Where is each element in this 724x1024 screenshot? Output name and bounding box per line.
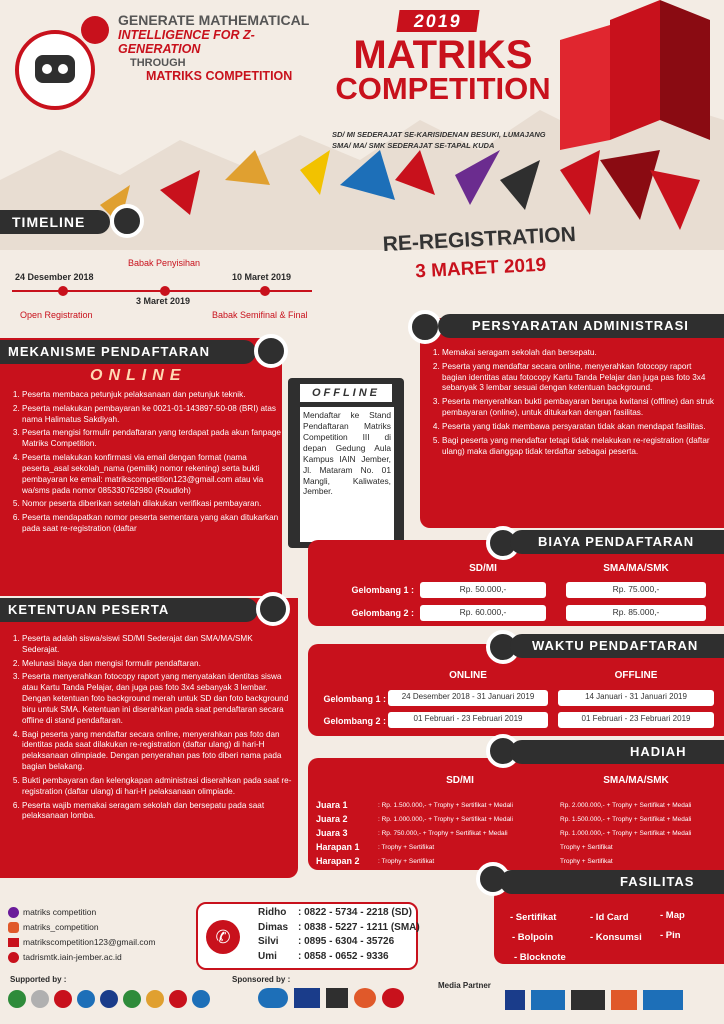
waktu-col-1: ONLINE (449, 670, 487, 681)
subtitle: SD/ MI SEDERAJAT SE-KARISIDENAN BESUKI, LUMAJANG SMA/ MA/ SMK SEDERAJAT SE-TAPAL KUDA (332, 130, 546, 150)
mekanisme-title: MEKANISME PENDAFTARAN (0, 340, 256, 364)
main-title: MATRIKS COMPETITION (335, 33, 551, 106)
persyaratan-title: PERSYARATAN ADMINISTRASI (438, 314, 724, 338)
online-label: ONLINE (90, 367, 187, 384)
biaya-v21: Rp. 60.000,- (420, 605, 546, 621)
supported-logos (8, 990, 220, 1014)
fasilitas-title: FASILITAS (500, 870, 724, 894)
waktu-v11: 24 Desember 2018 - 31 Januari 2019 (388, 690, 548, 706)
hadiah-col-2: SMA/MA/SMK (603, 775, 669, 786)
timeline-title: TIMELINE (0, 210, 110, 234)
email-link[interactable]: matrikscompetition123@gmail.com (8, 935, 155, 950)
timeline-date-3: 10 Maret 2019 (232, 272, 292, 282)
mail-icon (8, 938, 19, 947)
biaya-row-2: Gelombang 2 : (351, 608, 414, 618)
hadiah-title: HADIAH (510, 740, 724, 764)
ketentuan-title: KETENTUAN PESERTA (0, 598, 258, 622)
biaya-row-1: Gelombang 1 : (351, 585, 414, 595)
timeline-date-1: 24 Desember 2018 (15, 272, 94, 282)
tagline-1: GENERATE MATHEMATICAL (118, 12, 310, 28)
year-badge: 2019 (396, 10, 479, 32)
timeline-date-4: 3 Maret 2019 (136, 296, 191, 306)
social-list (8, 905, 155, 965)
biaya-title: BIAYA PENDAFTARAN (510, 530, 724, 554)
instagram-icon (8, 922, 19, 933)
supported-label: Supported by : (10, 975, 67, 984)
waktu-v12: 14 Januari - 31 Januari 2019 (558, 690, 714, 706)
timeline-date-5: Open Registration (20, 310, 93, 320)
tagline-4: MATRIKS COMPETITION (146, 69, 293, 84)
timeline-dot (110, 204, 144, 238)
sponsored-logos (258, 988, 428, 1014)
timeline-date-6: Babak Semifinal & Final (212, 310, 308, 320)
mekanisme-list: 1. Peserta membaca petunjuk pelaksanaan dan petunjuk teknik. 2. Peserta melakukan pembayaran ke 0021-01-143897-50-08 (BRI) atas nama Halimatus Sakdiyah. 3. Peserta mengisi formulir pendaftaran yang terdapat pada akun fanpage Matriks Competition. 4. Peserta melakukan konfirmasi via email dengan format (nama peserta_asal sekolah_nama (pemilik) nomor rekening) serta bukti pembayaran ke email: matrikscompetition123@gmail.com atau via wa/sms pada nomor 085330762980 (Roudloh) 5. Nomor peserta diberikan setelah dilakukan verifikasi pembayaran. 6. Peserta mendapatkan nomor peserta sementara yang akan ditukarkan pada saat re-registration (daftar (6, 390, 282, 538)
website-link[interactable]: tadrismtk.iain-jember.ac.id (8, 950, 155, 965)
biaya-col-1: SD/MI (469, 563, 497, 574)
waktu-v21: 01 Februari - 23 Februari 2019 (388, 712, 548, 728)
waktu-row-1: Gelombang 1 : (323, 694, 386, 704)
biaya-v11: Rp. 50.000,- (420, 582, 546, 598)
facebook-icon (8, 907, 19, 918)
biaya-v22: Rp. 85.000,- (566, 605, 706, 621)
tagline-3: THROUGH (130, 56, 186, 69)
biaya-col-2: SMA/MA/SMK (603, 563, 669, 574)
phone-icon: ✆ (206, 920, 240, 954)
facebook-link[interactable]: matriks competition (8, 905, 155, 920)
hadiah-col-1: SD/MI (446, 775, 474, 786)
ketentuan-list: 1. Peserta adalah siswa/siswi SD/MI Sederajat dan SMA/MA/SMK Sederajat. 2. Melunasi biaya dan mengisi formulir pendaftaran. 3. Peserta menyerahkan fotocopy raport yang menyatakan identitas siswa atau Kartu Tanda Pelajar, dan juga pas foto 3x4 sebanyak 3 lembar. Dengan ketentuan foto background merah untuk SD dan foto background biru untuk SMA. Ketentuan ini diserahkan pada saat pendaftaran secara offline di stand pendaftaran. 4. Bagi peserta yang mendaftar secara online, menyerahkan pas foto dan identitas pada saat dilakukan re-registration (daftar ulang) di hari-H pelaksanaan olimpiade. Dengan penyerahan pas foto diberi nama pada bagian belakang. 5. Bukti pembayaran dan kelengkapan administrasi diserahkan pada saat re-registration (daftar ulang) di hari-H pelaksanaan olimpiade. 6. Peserta wajib memakai seragam sekolah dan bersepatu pada saat pelaksanaan lomba. (6, 634, 292, 825)
offline-text: Mendaftar ke Stand Pendaftaran Matriks Competition III di depan Gedung Aula Kampus IAIN Jember, Jl. Mataram No. 01 Mangli, Kaliwates, Jember. (300, 407, 394, 542)
biaya-v12: Rp. 75.000,- (566, 582, 706, 598)
waktu-v22: 01 Februari - 23 Februari 2019 (558, 712, 714, 728)
waktu-col-2: OFFLINE (614, 670, 658, 681)
media-partner-label: Media Partner (438, 981, 491, 990)
waktu-title: WAKTU PENDAFTARAN (510, 634, 724, 658)
offline-title: OFFLINE (300, 384, 392, 402)
reregistration: RE-REGISTRATION 3 MARET 2019 (382, 222, 577, 283)
tagline-2: INTELLIGENCE FOR Z-GENERATION (118, 28, 255, 57)
timeline-date-2: Babak Penyisihan (128, 258, 201, 268)
globe-icon (8, 952, 19, 963)
instagram-link[interactable]: matriks_competition (8, 920, 155, 935)
media-logos (505, 990, 720, 1018)
persyaratan-list: 1. Memakai seragam sekolah dan bersepatu. 2. Peserta yang mendaftar secara online, menyerahkan fotocopy raport bagian identitas atau fotocopy Kartu Tanda Pelajar dan juga pas foto 3x4 sebanyak 3 lembar sesuai dengan ketentuan background. 3. Peserta menyerahkan bukti pembayaran berupa kwitansi (offline) dan struk pembayaran (online), untuk ditukarkan dengan fasilitas. 4. Peserta yang tidak membawa persyaratan tidak akan mendapat fasilitas. 5. Bagi peserta yang mendaftar tetapi tidak melakukan re-registration (daftar ulang) maka dianggap tidak terdaftar sebagai peserta. (426, 348, 716, 460)
waktu-row-2: Gelombang 2 : (323, 716, 386, 726)
sponsored-label: Sponsored by : (232, 975, 291, 984)
contact-list: Ridho : 0822 - 5734 - 2218 (SD) Dimas : 0838 - 5227 - 1211 (SMA) Silvi : 0895 - 6304 - 35726 Umi : 0858 - 0652 - 9336 (258, 907, 420, 962)
